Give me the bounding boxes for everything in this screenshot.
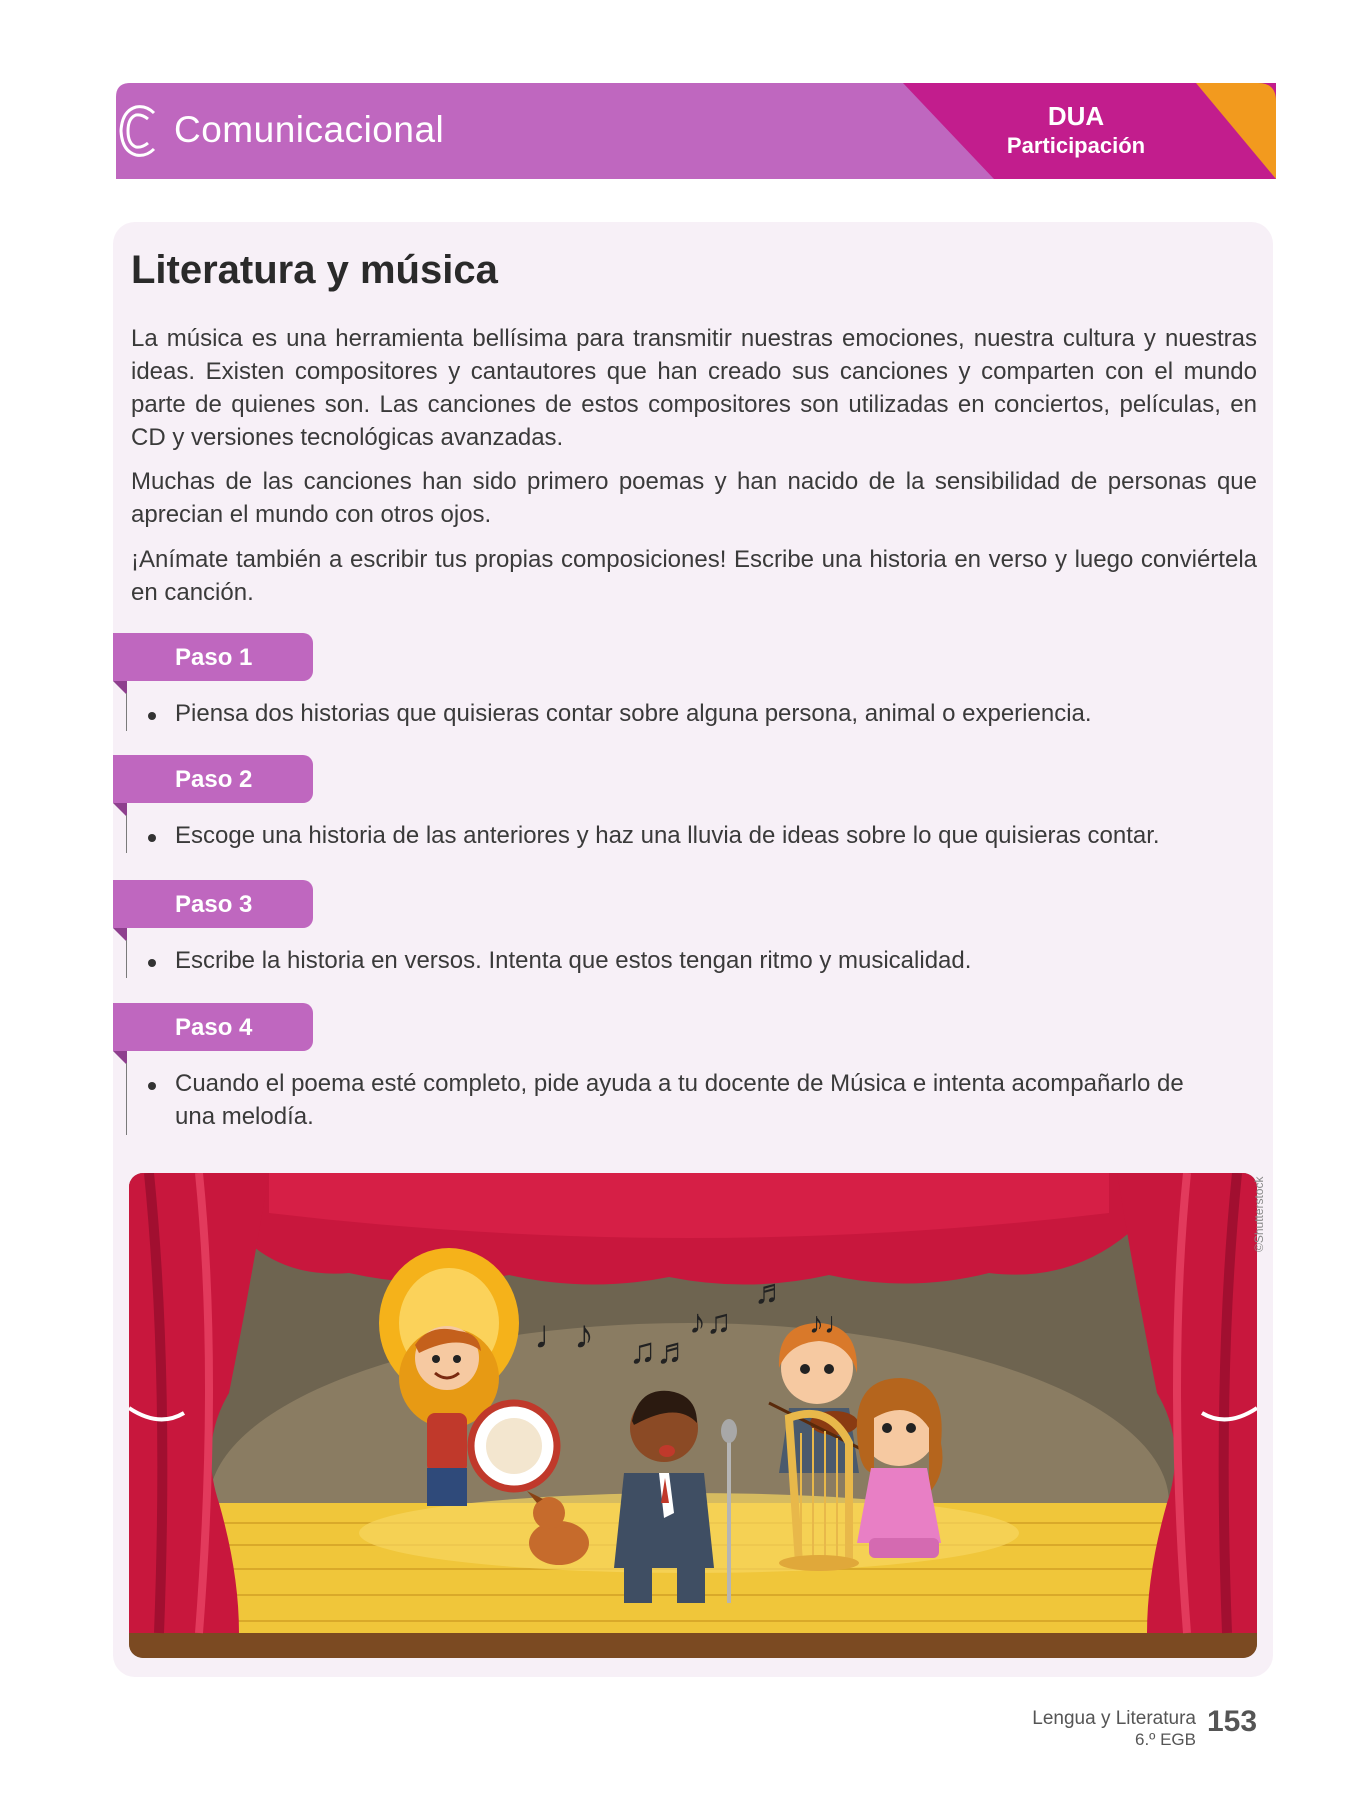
page-number: 153 bbox=[1207, 1705, 1258, 1738]
step-tab-fold bbox=[113, 681, 127, 695]
music-notes-icon: ♫♬ bbox=[629, 1330, 692, 1371]
section-title: Comunicacional bbox=[174, 109, 445, 150]
step-label: Paso 4 bbox=[175, 1014, 253, 1041]
step-text: Escoge una historia de las anteriores y haz una lluvia de ideas sobre lo que quisieras contar. bbox=[175, 822, 1160, 849]
image-credit: ©Shutterstock bbox=[1252, 1176, 1266, 1252]
stage-illustration bbox=[129, 1173, 1257, 1658]
dua-title: DUA bbox=[1047, 101, 1105, 131]
step-label: Paso 2 bbox=[175, 766, 253, 793]
step-text: Cuando el poema esté completo, pide ayuda a tu docente de Música e intenta acompañarlo de una melodía. bbox=[175, 1070, 1184, 1130]
step-label: Paso 3 bbox=[175, 891, 253, 918]
lesson-title: Literatura y música bbox=[131, 248, 498, 292]
dua-subtitle: Participación bbox=[1006, 133, 1146, 158]
footer-grade: 6.º EGB bbox=[1134, 1730, 1196, 1749]
step-text: Escribe la historia en versos. Intenta que estos tengan ritmo y musicalidad. bbox=[175, 947, 972, 974]
music-notes-icon: ♪♫ bbox=[689, 1303, 732, 1341]
concert-scene-image bbox=[129, 1173, 1257, 1658]
intro-paragraph-1: La música es una herramienta bellísima para transmitir nuestras emociones, nuestra cultura y nuestras ideas. Existen compositores y cantautores que han creado sus canciones y comparten con el mundo parte de quienes son. Las canciones de estos compositores son utilizadas en conciertos, películas, en CD y versiones tecnológicas avanzadas. bbox=[131, 325, 1257, 451]
step-rule bbox=[126, 815, 127, 853]
step-rule bbox=[126, 1063, 127, 1135]
step-tab-fold bbox=[113, 928, 127, 942]
step-rule bbox=[126, 693, 127, 731]
intro-paragraph-3: ¡Anímate también a escribir tus propias composiciones! Escribe una historia en verso y luego conviértela en canción. bbox=[131, 546, 1257, 606]
step-label: Paso 1 bbox=[175, 644, 253, 671]
music-notes-icon: ♪♩ bbox=[809, 1307, 854, 1340]
step-tab bbox=[113, 633, 313, 681]
step-tab-fold bbox=[113, 803, 127, 817]
step-rule bbox=[126, 940, 127, 978]
section-c-icon bbox=[116, 103, 160, 159]
step-tab bbox=[113, 755, 313, 803]
bullet-icon bbox=[148, 1082, 156, 1090]
bullet-icon bbox=[148, 834, 156, 842]
footer-subject: Lengua y Literatura bbox=[1032, 1708, 1196, 1729]
step-tab-fold bbox=[113, 1051, 127, 1065]
step-tab bbox=[113, 1003, 313, 1051]
section-banner bbox=[116, 83, 1276, 179]
step-tab bbox=[113, 880, 313, 928]
music-notes-icon: ♬ bbox=[754, 1273, 788, 1311]
bullet-icon bbox=[148, 712, 156, 720]
music-notes-icon: ♩♪ bbox=[534, 1313, 594, 1357]
bullet-icon bbox=[148, 959, 156, 967]
step-text: Piensa dos historias que quisieras contar sobre alguna persona, animal o experiencia. bbox=[175, 700, 1092, 727]
intro-paragraph-2: Muchas de las canciones han sido primero poemas y han nacido de la sensibilidad de personas que aprecian el mundo con otros ojos. bbox=[131, 468, 1257, 528]
